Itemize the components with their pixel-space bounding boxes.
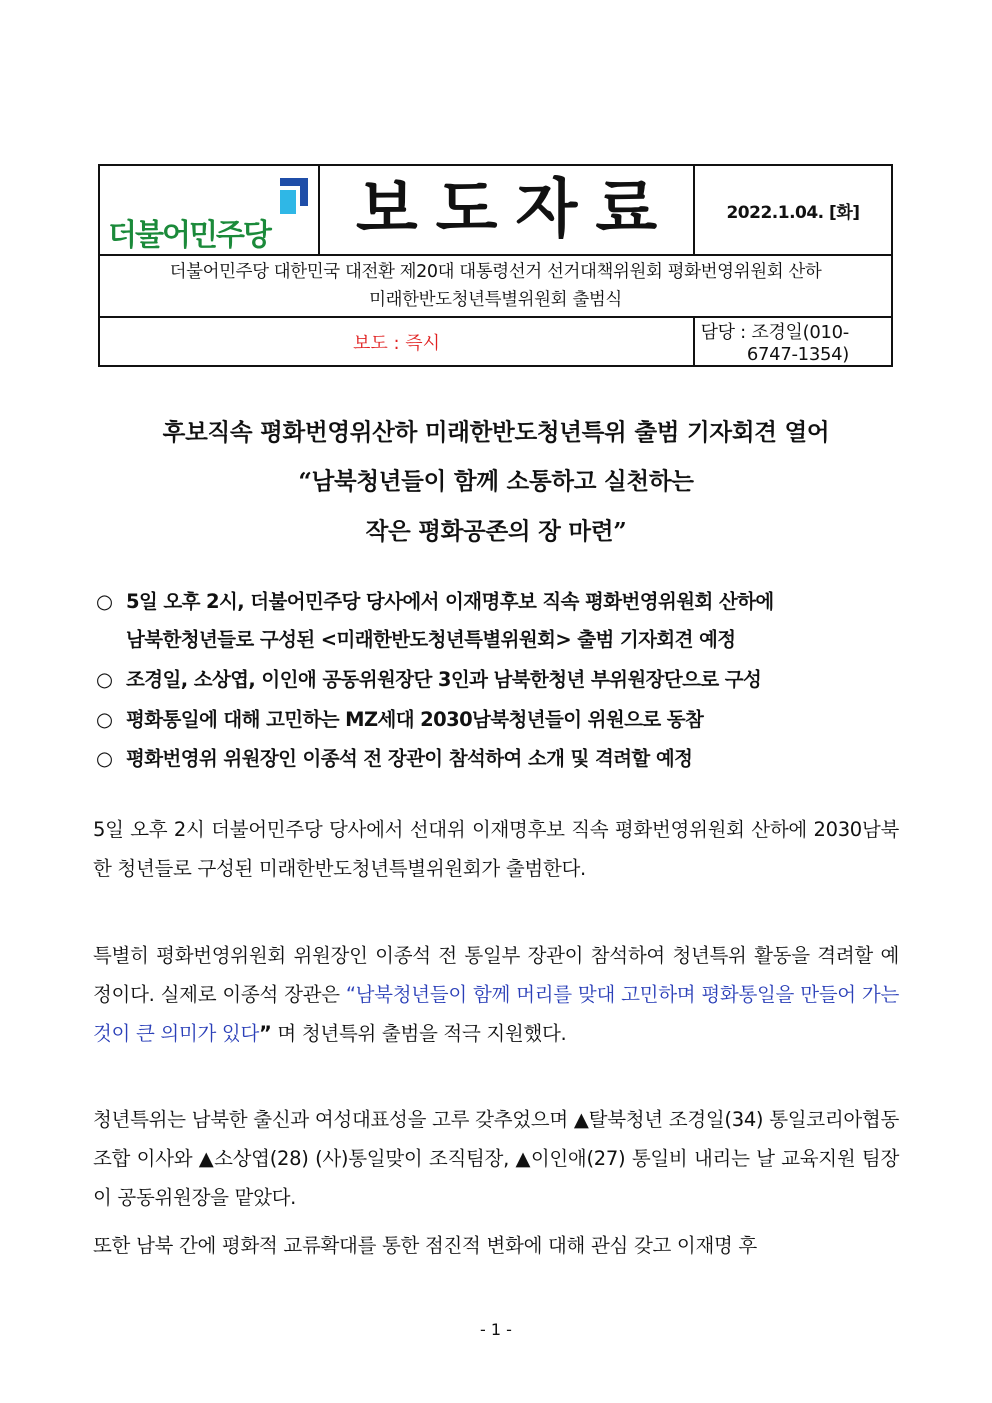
- bullet-circle-icon: ○: [96, 590, 113, 613]
- bullet-circle-icon: ○: [96, 668, 113, 691]
- bullet-text: 평화번영위 위원장인 이종석 전 장관이 참석하여 소개 및 격려할 예정: [126, 747, 693, 770]
- paragraph-1: 5일 오후 2시 더불어민주당 당사에서 선대위 이재명후보 직속 평화번영위원회 산하에 2030남북한 청년들로 구성된 미래한반도청년특별위원회가 출범한다.: [93, 818, 899, 880]
- contact-info: 담당 : 조경일(010-6747-1354): [694, 317, 892, 366]
- bullet-item: [96, 704, 703, 732]
- bullet-circle-icon: ○: [96, 708, 113, 731]
- minister-quote: “남북청년들이 함께 머리를 맞대 고민하며 평화통일을 만들어 가는 것이 큰 의미가 있다: [93, 983, 900, 1045]
- quote-close-mark: ”: [259, 1022, 272, 1045]
- press-release-title: 보도자료: [355, 172, 676, 247]
- title-cell: [319, 165, 694, 255]
- paragraph-2-tail: 며 청년특위 출범을 적극 지원했다.: [271, 1022, 567, 1045]
- page-number: - 1 -: [480, 1320, 512, 1339]
- header-table: [98, 164, 893, 367]
- party-logo-icon: [278, 176, 310, 216]
- paragraph-2: [93, 936, 899, 1053]
- bullet-text: 조경일, 소상엽, 이인애 공동위원장단 3인과 남북한청년 부위원장단으로 구성: [126, 668, 762, 691]
- party-logo-text: 더불어민주당: [108, 218, 270, 253]
- bullet-text: 5일 오후 2시, 더불어민주당 당사에서 이재명후보 직속 평화번영위원회 산하에: [126, 590, 774, 613]
- organization-line-2: 미래한반도청년특별위원회 출범식: [369, 290, 622, 310]
- paragraph-3: 청년특위는 남북한 출신과 여성대표성을 고루 갖추었으며 ▲탈북청년 조경일(34) 통일코리아협동조합 이사와 ▲소상엽(28) (사)통일맞이 조직팀장, ▲이인애(27) 통일비 내리는 날 교육지원 팀장이 공동위원장을 맡았다.: [93, 1108, 899, 1209]
- paragraph-2-text: 특별히 평화번영위원회 위원장인 이종석 전 통일부 장관이 참석하여 청년특위 활동을 격려할 예정이다. 실제로 이종석 장관은: [93, 944, 899, 1006]
- bullet-item: [96, 743, 692, 771]
- organization-line-1: 더불어민주당 대한민국 대전환 제20대 대통령선거 선거대책위원회 평화번영위원회 산하: [169, 262, 822, 282]
- bullet-text: 평화통일에 대해 고민하는 MZ세대 2030남북청년들이 위원으로 동참: [126, 708, 704, 731]
- logo-cell: [99, 165, 319, 255]
- headline-line-2: “남북청년들이 함께 소통하고 실천하는: [298, 467, 694, 495]
- release-timing: 보도 : 즉시: [99, 317, 694, 366]
- headline-line-1: 후보직속 평화번영위산하 미래한반도청년특위 출범 기자회견 열어: [162, 418, 830, 446]
- bullet-circle-icon: ○: [96, 747, 113, 770]
- bullet-item: [96, 664, 761, 692]
- release-date: 2022.1.04. [화]: [694, 165, 892, 255]
- paragraph-4: 또한 남북 간에 평화적 교류확대를 통한 점진적 변화에 대해 관심 갖고 이재명 후: [93, 1234, 757, 1257]
- headline-line-3: 작은 평화공존의 장 마련”: [365, 517, 627, 545]
- organization-line: [99, 255, 892, 317]
- bullet-continuation: 남북한청년들로 구성된 <미래한반도청년특별위원회> 출범 기자회견 예정: [126, 628, 736, 651]
- bullet-item: [96, 586, 774, 614]
